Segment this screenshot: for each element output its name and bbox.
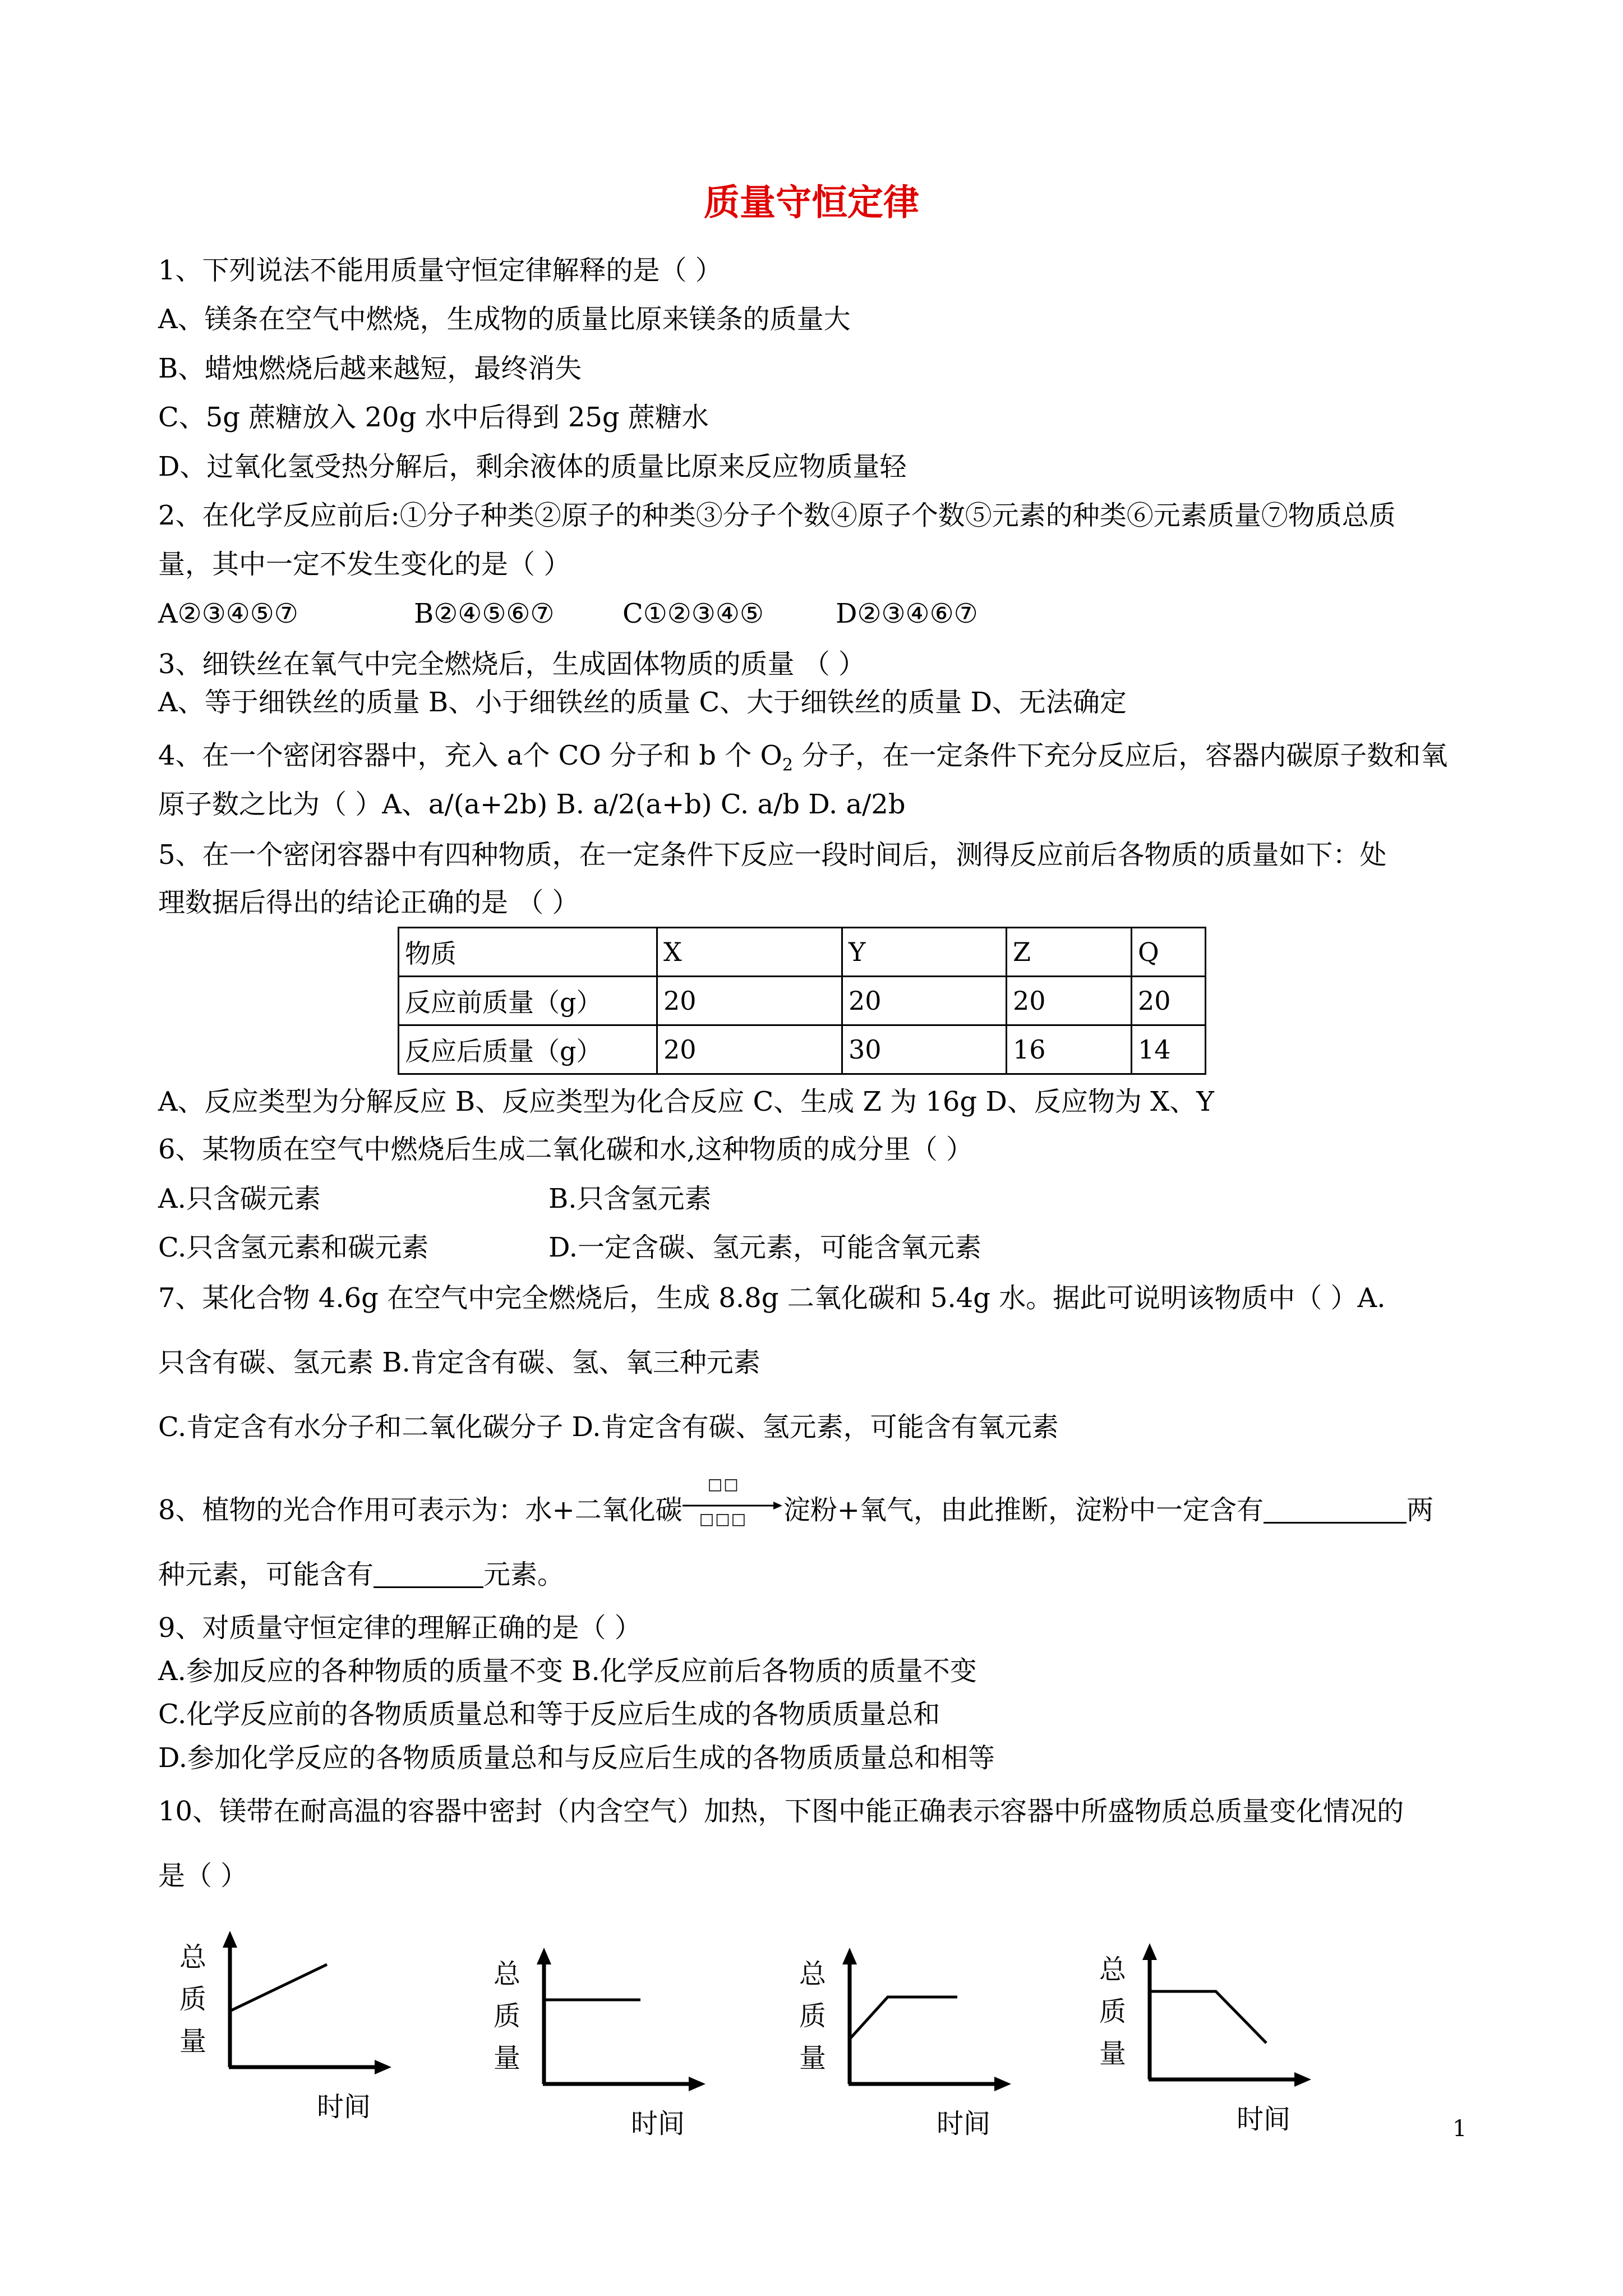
q1-option-b: B、蜡烛燃烧后越来越短，最终消失 (158, 353, 582, 384)
mass-table (398, 927, 1206, 1075)
x-axis-arrow-icon (375, 2060, 391, 2074)
ylabel-char: 质 (494, 2000, 521, 2032)
table-cell: Q (1132, 928, 1206, 977)
q8-part1: 8、植物的光合作用可表示为：水+二氧化碳 (158, 1494, 683, 1526)
q4-line1 (158, 742, 1447, 774)
q3-options: A、等于细铁丝的质量 B、小于细铁丝的质量 C、大于细铁丝的质量 D、无法确定 (158, 687, 1127, 718)
table-cell: Y (842, 928, 1007, 977)
graph-c (788, 1947, 1023, 2148)
table-cell: Z (1007, 928, 1132, 977)
table-cell: 14 (1132, 1025, 1206, 1074)
q2-line2: 量，其中一定不发生变化的是（ ） (158, 549, 571, 580)
q9-option-c: C.化学反应前的各物质质量总和等于反应后生成的各物质质量总和 (158, 1699, 940, 1730)
q1-option-d: D、过氧化氢受热分解后，剩余液体的质量比原来反应物质量轻 (158, 451, 907, 482)
q8-part3: 两 (1407, 1494, 1434, 1526)
q6-option-a: A.只含碳元素 (158, 1183, 321, 1214)
xlabel: 时间 (937, 2108, 991, 2139)
table-cell: 反应后质量（g） (399, 1025, 657, 1074)
q10-line2: 是（ ） (158, 1860, 248, 1892)
mass-curve (850, 1997, 957, 2039)
q6-option-b: B.只含氢元素 (548, 1183, 712, 1214)
q9-option-ab: A.参加反应的各种物质的质量不变 B.化学反应前后各物质的质量不变 (158, 1655, 977, 1687)
ylabel-char: 总 (799, 1958, 827, 1990)
ylabel-char: 质 (179, 1984, 207, 2015)
arrow-bottom-label: □□□ (699, 1510, 748, 1528)
ylabel-char: 量 (1099, 2038, 1127, 2069)
ylabel-char: 量 (799, 2042, 827, 2074)
answer-blank-2[interactable] (374, 1562, 483, 1588)
mass-curve (1150, 1991, 1266, 2043)
q5-line2: 理数据后得出的结论正确的是 （ ） (158, 887, 579, 918)
q9-option-d: D.参加化学反应的各物质质量总和与反应后生成的各物质质量总和相等 (158, 1742, 995, 1774)
ylabel-char: 总 (1099, 1954, 1127, 1985)
q9-stem: 9、对质量守恒定律的理解正确的是（ ） (158, 1612, 642, 1644)
arrow-top-label: □□ (707, 1475, 740, 1493)
x-axis-arrow-icon (994, 2077, 1011, 2091)
y-axis-arrow-icon (537, 1948, 551, 1964)
table-cell: 30 (842, 1025, 1007, 1074)
table-cell: 反应前质量（g） (399, 977, 657, 1025)
ylabel-char: 总 (494, 1958, 521, 1990)
table-cell: 16 (1007, 1025, 1132, 1074)
x-axis-arrow-icon (1294, 2072, 1311, 2087)
table-cell: 20 (657, 977, 842, 1025)
xlabel: 时间 (1237, 2104, 1291, 2135)
q2-option-a: A②③④⑤⑦ (158, 598, 298, 629)
xlabel: 时间 (631, 2108, 685, 2139)
table-cell: 20 (657, 1025, 842, 1074)
q10-line1: 10、镁带在耐高温的容器中密封（内含空气）加热，下图中能正确表示容器中所盛物质总质量变化情况的 (158, 1796, 1404, 1827)
y-axis-arrow-icon (223, 1931, 237, 1948)
y-axis-arrow-icon (1142, 1943, 1157, 1960)
table-row (399, 977, 1206, 1025)
q2-option-b: B②④⑤⑥⑦ (414, 598, 555, 629)
q2-line1: 2、在化学反应前后:①分子种类②原子的种类③分子个数④原子个数⑤元素的种类⑥元素质量⑦物质总质 (158, 500, 1396, 531)
q4-line2: 原子数之比为（ ）A、a/(a+2b) B. a/2(a+b) C. a/b D. a/2b (158, 789, 906, 820)
table-cell: 20 (842, 977, 1007, 1025)
q4-subscript: 2 (782, 755, 793, 775)
ylabel-char: 量 (494, 2042, 521, 2074)
graph-a (168, 1930, 404, 2132)
q1-option-c: C、5g 蔗糖放入 20g 水中后得到 25g 蔗糖水 (158, 402, 709, 433)
q5-line1: 5、在一个密闭容器中有四种物质，在一定条件下反应一段时间后，测得反应前后各物质的质量如下：处 (158, 839, 1387, 871)
q1-stem: 1、下列说法不能用质量守恒定律解释的是（ ） (158, 255, 722, 286)
y-axis-arrow-icon (842, 1948, 857, 1964)
q7-line3: C.肯定含有水分子和二氧化碳分子 D.肯定含有碳、氢元素，可能含有氧元素 (158, 1411, 1059, 1443)
reaction-arrow (683, 1475, 783, 1528)
q2-option-c: C①②③④⑤ (623, 598, 764, 629)
mass-curve (230, 1964, 327, 2011)
q7-line1: 7、某化合物 4.6g 在空气中完全燃烧后，生成 8.8g 二氧化碳和 5.4g 水。据此可说明该物质中（ ）A. (158, 1282, 1386, 1314)
q8-line2b: 元素。 (483, 1559, 565, 1590)
q8-line2 (158, 1561, 564, 1588)
ylabel-char: 质 (1099, 1996, 1127, 2027)
graph-d (1088, 1942, 1324, 2144)
page-title: 质量守恒定律 (704, 182, 919, 224)
q4-line1-a: 4、在一个密闭容器中，充入 a个 CO 分子和 b 个 O (158, 740, 782, 771)
q2-option-d: D②③④⑥⑦ (836, 598, 978, 629)
ylabel-char: 量 (179, 2026, 207, 2057)
table-cell: 20 (1007, 977, 1132, 1025)
table-cell: 20 (1132, 977, 1206, 1025)
x-axis-arrow-icon (689, 2077, 706, 2091)
q3-stem: 3、细铁丝在氧气中完全燃烧后，生成固体物质的质量 （ ） (158, 648, 866, 680)
q8-line1 (158, 1475, 1434, 1528)
q6-option-d: D.一定含碳、氢元素，可能含氧元素 (548, 1232, 982, 1263)
ylabel-char: 总 (179, 1941, 207, 1973)
q8-part2: 淀粉+氧气，由此推断，淀粉中一定含有 (783, 1494, 1264, 1526)
q6-option-c: C.只含氢元素和碳元素 (158, 1232, 429, 1263)
q7-line2: 只含有碳、氢元素 B.肯定含有碳、氢、氧三种元素 (158, 1347, 760, 1378)
table-row (399, 928, 1206, 977)
graph-b (482, 1947, 718, 2148)
q1-option-a: A、镁条在空气中燃烧，生成物的质量比原来镁条的质量大 (158, 303, 851, 335)
table-row (399, 1025, 1206, 1074)
q8-line2a: 种元素，可能含有 (158, 1559, 374, 1590)
xlabel: 时间 (317, 2091, 371, 2123)
page-number: 1 (1453, 2116, 1467, 2142)
table-cell: X (657, 928, 842, 977)
answer-blank-1[interactable] (1264, 1497, 1407, 1524)
q5-options: A、反应类型为分解反应 B、反应类型为化合反应 C、生成 Z 为 16g D、反应物为 X、Y (158, 1086, 1214, 1117)
q6-stem: 6、某物质在空气中燃烧后生成二氧化碳和水,这种物质的成分里（ ） (158, 1134, 974, 1165)
table-cell: 物质 (399, 928, 657, 977)
q4-line1-b: 分子，在一定条件下充分反应后，容器内碳原子数和氧 (792, 740, 1448, 771)
ylabel-char: 质 (799, 2000, 827, 2032)
